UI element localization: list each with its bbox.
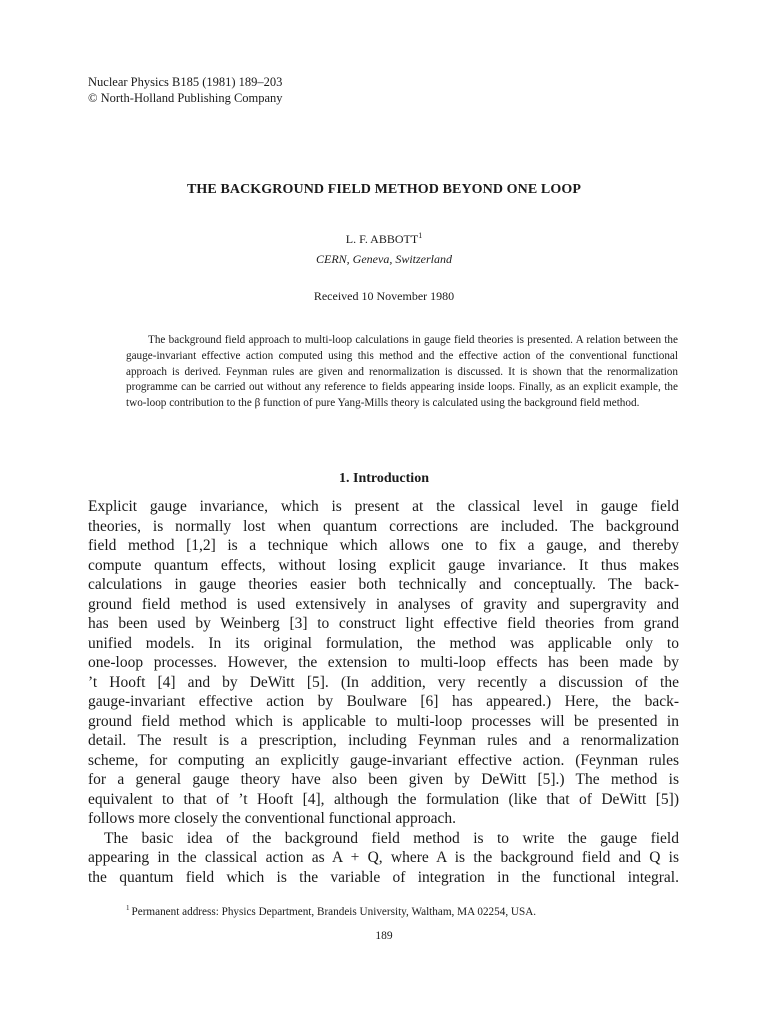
paper-title: THE BACKGROUND FIELD METHOD BEYOND ONE LOOP xyxy=(186,182,581,197)
section-heading: 1. Introduction xyxy=(339,471,429,486)
body-line: compute quantum effects, without losing explicit gauge invariance. It thus makes xyxy=(88,556,679,574)
abstract-text: The background field approach to multi-loop calculations in gauge field theories is presented. A relation between the gauge-invariant effective action computed using this method and the effective action of the conventional functional approach is derived. Feynman rules are given and renormalization is discussed. It is shown that the renormalization programme can be carried out without any reference to fields appearing inside loops. Finally, as an explicit example, the two-loop contribution to the β function of pure Yang-Mills theory is calculated using the background field method. xyxy=(126,334,678,410)
body-line: detail. The result is a prescription, including Feynman rules and a renormalization xyxy=(88,732,679,749)
footnote xyxy=(126,904,536,918)
footnote-mark: 1 xyxy=(126,904,130,912)
affiliation: CERN, Geneva, Switzerland xyxy=(316,252,452,266)
body-line: Explicit gauge invariance, which is present at the classical level in gauge field xyxy=(88,498,679,515)
body-line: equivalent to that of ’t Hooft [4], although the formulation (like that of DeWitt [5]) xyxy=(88,790,679,808)
body-line: unified models. In its original formulation, the method was applicable only to xyxy=(88,634,679,652)
body-line: the quantum field which is the variable of integration in the functional integral. xyxy=(88,868,679,886)
footnote-text: Permanent address: Physics Department, Brandeis University, Waltham, MA 02254, USA. xyxy=(131,906,537,918)
author-name: L. F. ABBOTT xyxy=(345,232,419,246)
body-line: for a general gauge theory have also been given by DeWitt [5].) The method is xyxy=(88,771,679,788)
received-date: Received 10 November 1980 xyxy=(313,289,455,303)
body-line: has been used by Weinberg [3] to construct light effective field theories from grand xyxy=(88,615,679,632)
body-line: follows more closely the conventional functional approach. xyxy=(88,810,457,827)
body-line: field method [1,2] is a technique which allows one to fix a gauge, and thereby xyxy=(88,537,679,554)
body-line: gauge-invariant effective action by Boulware [6] has appeared.) Here, the back- xyxy=(88,693,679,710)
body-line: ’t Hooft [4] and by DeWitt [5]. (In addition, very recently a discussion of the xyxy=(88,673,679,691)
publisher-line: © North-Holland Publishing Company xyxy=(88,91,283,105)
body-line: one-loop processes. However, the extension to multi-loop effects has been made by xyxy=(88,654,679,671)
body-line: ground field method which is applicable to multi-loop processes will be presented in xyxy=(88,712,679,730)
journal-header xyxy=(88,74,283,106)
body-line: ground field method is used extensively in analyses of gravity and supergravity and xyxy=(88,595,679,613)
abstract xyxy=(126,333,678,412)
body-line: theories, is normally lost when quantum corrections are included. The background xyxy=(88,517,679,535)
page-number: 189 xyxy=(375,930,393,942)
journal-citation: Nuclear Physics B185 (1981) 189–203 xyxy=(88,75,283,89)
body-line: calculations in gauge theories easier both technically and conceptually. The back- xyxy=(88,576,679,593)
author-line xyxy=(0,231,768,247)
body-line: scheme, for computing an explicitly gauge-invariant effective action. (Feynman rules xyxy=(88,751,679,769)
body-text xyxy=(88,497,679,887)
body-line: The basic idea of the background field method is to write the gauge field xyxy=(104,829,679,847)
body-line: appearing in the classical action as A + Q, where A is the background field and Q is xyxy=(88,849,679,866)
author-footnote-mark: 1 xyxy=(418,231,423,240)
